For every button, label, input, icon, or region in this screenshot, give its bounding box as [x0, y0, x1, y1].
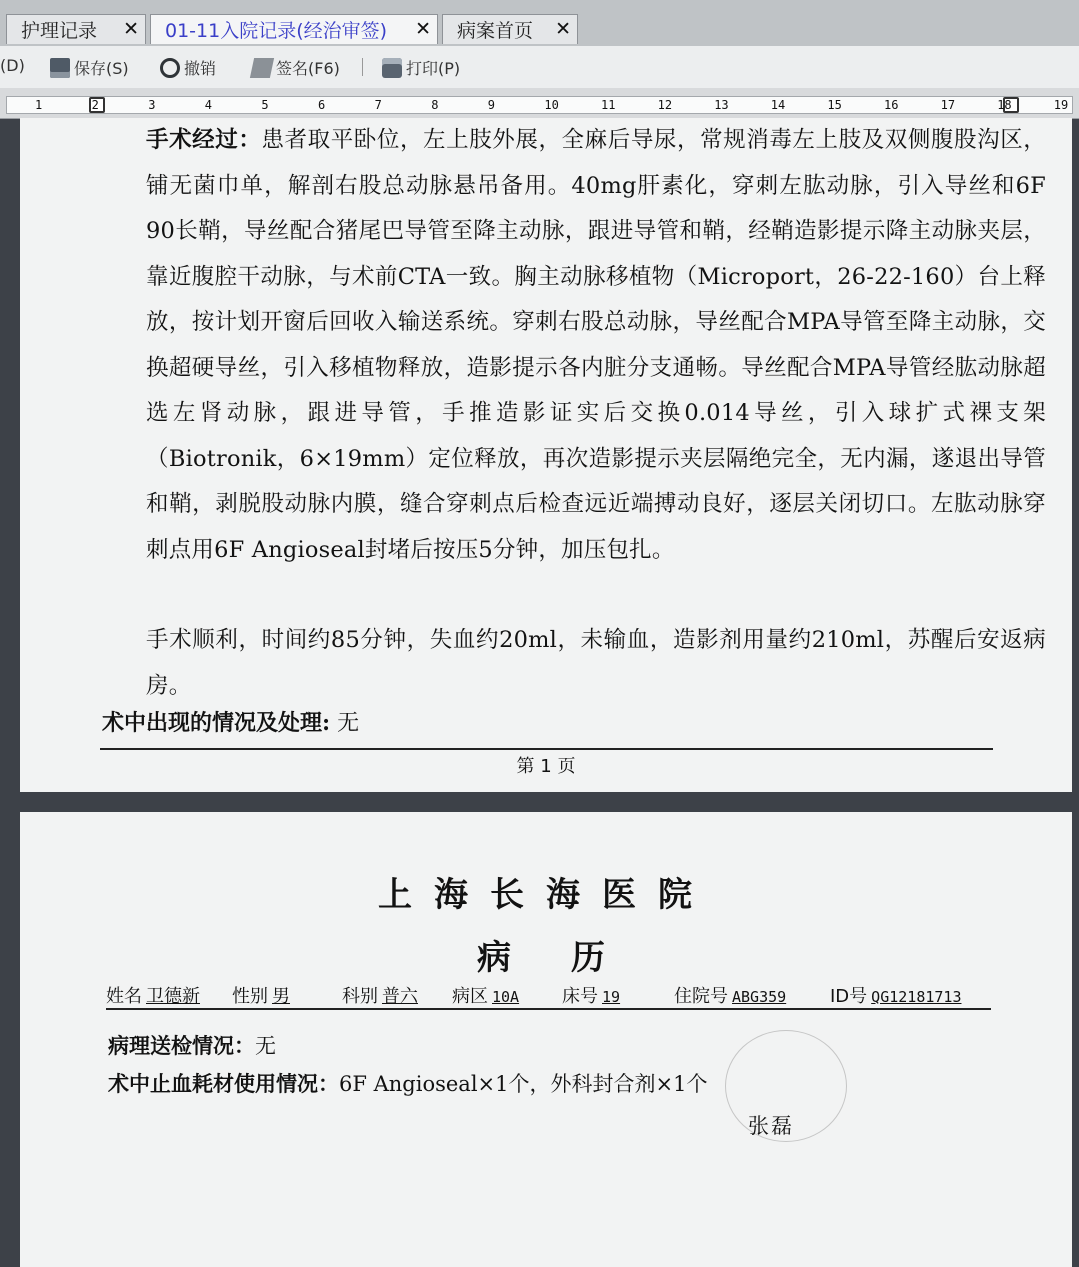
- ruler-number: 11: [601, 98, 616, 112]
- toolbar: [0, 46, 1079, 89]
- close-icon[interactable]: ✕: [123, 18, 139, 40]
- ruler-number: 7: [374, 98, 382, 112]
- patient-ward: 病区 10A: [452, 986, 520, 1007]
- ruler-number: 8: [431, 98, 439, 112]
- page-number: 第 1 页: [516, 756, 576, 777]
- patient-id: ID号 QG12181713: [830, 986, 962, 1007]
- print-button[interactable]: [382, 56, 460, 79]
- sign-icon: [250, 58, 274, 78]
- result-paragraph: 手术顺利，时间约85分钟，失血约20ml，未输血，造影剂用量约210ml，苏醒后安返病房。: [146, 627, 1046, 699]
- close-icon[interactable]: ✕: [555, 18, 571, 40]
- save-icon: [50, 58, 70, 78]
- print-icon: [382, 58, 402, 78]
- procedure-label: 手术经过：: [146, 127, 262, 153]
- patient-dept: 科别 普六: [342, 986, 418, 1007]
- menu-stub[interactable]: (D): [0, 56, 25, 75]
- patient-admission-no: 住院号 ABG359: [674, 986, 787, 1007]
- ruler-number: 13: [714, 98, 729, 112]
- tab-bar: [0, 0, 1079, 46]
- ruler-number: 15: [827, 98, 842, 112]
- hospital-name: 上海长海医院: [378, 875, 714, 915]
- patient-sex: 性别 男: [232, 986, 290, 1007]
- ruler-number: 2: [91, 98, 99, 112]
- ruler-number: 16: [884, 98, 899, 112]
- procedure-text: 患者取平卧位，左上肢外展，全麻后导尿，常规消毒左上肢及双侧腹股沟区，铺无菌巾单，解剖右股总动脉悬吊备用。40mg肝素化，穿刺左肱动脉，引入导丝和6F 90长鞘，导丝配合猪尾巴导管至降主动脉，跟进导管和鞘，经鞘造影提示降主动脉夹层，靠近腹腔干动脉，与术前CTA一致。胸主动脉移植物（Microport，26-22-160）台上释放，按计划开窗后回收入输送系统。穿刺右股总动脉，导丝配合MPA导管至降主动脉，交换超硬导丝，引入移植物释放，造影提示各内脏分支通畅。导丝配合MPA导管经肱动脉超选左肾动脉，跟进导管，手推造影证实后交换0.014导丝，引入球扩式裸支架（Biotronik，6×19mm）定位释放，再次造影提示夹层隔绝完全，无内漏，遂退出导管和鞘，剥脱股动脉内膜，缝合穿刺点后检查远近端搏动良好，逐层关闭切口。左肱动脉穿刺点用6F Angioseal封堵后按压5分钟，加压包扎。: [146, 127, 1046, 563]
- patient-name: 姓名 卫德新: [106, 986, 200, 1007]
- patient-info-row: [106, 982, 991, 1010]
- ruler-number: 14: [770, 98, 786, 112]
- pathology-line: 病理送检情况：无: [108, 1033, 276, 1058]
- undo-icon: [160, 58, 180, 78]
- close-icon[interactable]: ✕: [415, 18, 431, 40]
- ruler-number: 9: [487, 98, 496, 112]
- save-button[interactable]: [50, 56, 129, 79]
- document-page-2: [20, 812, 1072, 1267]
- signer-name: 张磊: [748, 1114, 794, 1138]
- ruler-number: 19: [1053, 98, 1069, 112]
- tab-label: 病案首页: [457, 20, 534, 42]
- tab-nursing-record[interactable]: [6, 14, 146, 44]
- ruler-number: 6: [318, 98, 326, 112]
- save-label: 保存(S): [74, 59, 129, 78]
- ruler-number: 12: [657, 98, 673, 112]
- document-page-1: [20, 118, 1072, 792]
- record-title: 病历: [477, 938, 665, 978]
- ruler-number: 18: [997, 98, 1012, 112]
- undo-label: 撤销: [184, 59, 217, 78]
- ruler-number: 10: [544, 98, 559, 112]
- sign-label: 签名(F6): [276, 59, 340, 78]
- intraop-line: [102, 706, 359, 737]
- patient-bed: 床号 19: [562, 986, 621, 1007]
- sign-button[interactable]: [252, 56, 340, 79]
- hemostasis-line: 术中止血耗材使用情况：6F Angioseal×1个，外科封合剂×1个: [108, 1071, 708, 1096]
- ruler-number: 5: [261, 98, 269, 112]
- print-label: 打印(P): [406, 59, 461, 78]
- toolbar-separator: [362, 58, 363, 76]
- footer-divider: [100, 748, 993, 750]
- ruler-scale[interactable]: [6, 96, 1073, 114]
- tab-case-front-page[interactable]: [442, 14, 578, 44]
- procedure-paragraph: [96, 118, 1046, 573]
- ruler-number: 4: [204, 98, 213, 112]
- tab-admission-record[interactable]: [150, 14, 438, 44]
- intraop-value: 无: [337, 711, 360, 736]
- tab-label: 护理记录: [21, 20, 98, 42]
- ruler-number: 1: [35, 98, 43, 112]
- ruler-number: 17: [940, 98, 956, 112]
- tab-label: 01-11入院记录(经治审签): [165, 20, 388, 42]
- ruler: [0, 88, 1079, 119]
- undo-button[interactable]: [160, 56, 216, 79]
- intraop-label: 术中出现的情况及处理:: [102, 710, 331, 736]
- ruler-number: 3: [148, 98, 156, 112]
